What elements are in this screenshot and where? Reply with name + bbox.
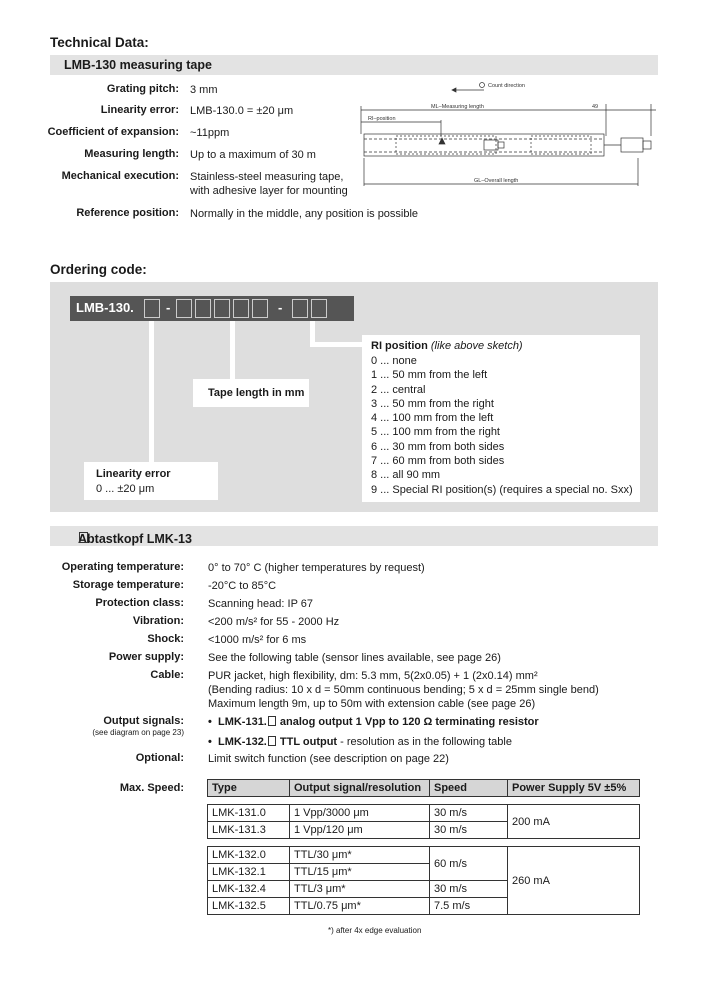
measuring-length-label: Measuring length: — [84, 148, 179, 160]
linearity-error-value: LMB-130.0 = ±20 μm — [190, 105, 294, 117]
op-temp-label: Operating temperature: — [61, 561, 184, 573]
linearity-box — [84, 462, 218, 500]
expansion-label: Coefficient of expansion: — [47, 126, 179, 138]
ri-option: 8 ... all 90 mm — [371, 469, 441, 482]
ri-option: 4 ... 100 mm from the left — [371, 412, 494, 425]
cell-signal: TTL/15 μm* — [290, 864, 430, 881]
technical-heading: Technical Data: — [50, 35, 149, 50]
cell-type: LMK-132.1 — [208, 864, 290, 881]
ri-position-box — [362, 335, 640, 502]
ml-label: ML–Measuring length — [431, 104, 484, 110]
code-box-ri-2 — [311, 299, 327, 318]
header-type: Type — [208, 780, 290, 797]
cell-type: LMK-131.3 — [208, 822, 290, 839]
output-1-text: analog output 1 Vpp to 120 Ω terminating resistor — [279, 716, 539, 728]
cell-speed: 30 m/s — [430, 822, 508, 839]
order-code-bar — [70, 296, 354, 321]
code-box-length-4 — [233, 299, 249, 318]
header-supply: Power Supply 5V ±5% — [508, 780, 640, 797]
ri-box-title: RI position — [371, 340, 428, 352]
shock-label: Shock: — [147, 633, 184, 645]
table-row — [208, 847, 640, 864]
cell-supply-260: 260 mA — [508, 847, 640, 915]
output-2-text: - resolution as in the following table — [337, 736, 512, 748]
mechanical-value: Stainless-steel measuring tape, — [190, 171, 344, 183]
gl-label: GL–Overall length — [474, 178, 519, 184]
storage-temp-label: Storage temperature: — [72, 579, 184, 591]
count-direction-label: Count direction — [488, 83, 525, 89]
output-2-code: LMK-132. — [217, 736, 267, 748]
ri-option: 9 ... Special RI position(s) (requires a special no. Sxx) — [371, 483, 633, 496]
linearity-box-title: Linearity error — [96, 468, 171, 480]
shock-value: <1000 m/s² for 6 ms — [208, 634, 307, 646]
linearity-error-label: Linearity error: — [100, 104, 179, 116]
optional-label: Optional: — [135, 752, 184, 764]
grating-pitch-value: 3 mm — [190, 84, 218, 96]
output-2-ttl: TTL output — [279, 736, 338, 748]
cell-type: LMK-131.0 — [208, 805, 290, 822]
header-signal: Output signal/resolution — [290, 780, 430, 797]
output-signals-note: (see diagram on page 23) — [92, 728, 184, 737]
tape-sketch — [356, 74, 662, 192]
order-code-prefix: LMB-130. — [76, 300, 134, 315]
cable-line-3: Maximum length 9m, up to 50m with extension cable (see page 26) — [208, 698, 536, 710]
dim-49-label: 49 — [592, 104, 599, 110]
cell-supply-200: 200 mA — [508, 805, 640, 839]
output-1-code: LMK-131. — [217, 716, 267, 728]
tape-section-title: LMB-130 measuring tape — [64, 58, 212, 72]
code-dash-2: - — [278, 300, 283, 315]
placeholder-box-icon — [79, 532, 88, 543]
ri-option: 3 ... 50 mm from the right — [371, 397, 494, 410]
measuring-length-value: Up to a maximum of 30 m — [190, 149, 316, 161]
cell-type: LMK-132.5 — [208, 898, 290, 915]
tape-section-bar — [50, 55, 658, 75]
reference-value: Normally in the middle, any position is possible — [190, 208, 419, 220]
cell-signal: TTL/3 μm* — [290, 881, 430, 898]
protection-value: Scanning head: IP 67 — [208, 598, 313, 610]
output-2: • LMK-132. TTL output - resolution as in the following table — [208, 736, 512, 748]
table-header-row — [208, 780, 640, 797]
vibration-label: Vibration: — [132, 615, 184, 627]
head-section-bar: Abtastkopf LMK-13 — [50, 526, 658, 546]
cell-type: LMK-132.4 — [208, 881, 290, 898]
tape-length-label: Tape length in mm — [208, 387, 305, 399]
tape-length-box — [193, 379, 309, 407]
ri-option: 0 ... none — [371, 355, 417, 367]
connector-linearity — [149, 321, 154, 466]
cell-type: LMK-132.0 — [208, 847, 290, 864]
max-speed-label: Max. Speed: — [119, 782, 184, 794]
cell-speed-30: 30 m/s — [430, 881, 508, 898]
cell-signal: 1 Vpp/120 μm — [290, 822, 430, 839]
vibration-value: <200 m/s² for 55 - 2000 Hz — [208, 616, 340, 628]
table-row — [208, 805, 640, 822]
code-box-ri-1 — [292, 299, 308, 318]
cable-line-2: (Bending radius: 10 x d = 50mm continuous bending; 5 x d = 25mm single bend) — [208, 684, 599, 696]
cell-speed: 30 m/s — [430, 805, 508, 822]
cell-signal: TTL/0.75 μm* — [290, 898, 430, 915]
storage-temp-value: -20°C to 85°C — [208, 580, 277, 592]
ordering-heading: Ordering code: — [50, 262, 147, 277]
expansion-value: ~11ppm — [190, 127, 230, 139]
cable-label: Cable: — [150, 669, 184, 681]
code-box-length-3 — [214, 299, 230, 318]
mechanical-label: Mechanical execution: — [61, 170, 179, 182]
code-box-length-5 — [252, 299, 268, 318]
table-footnote: *) after 4x edge evaluation — [328, 926, 422, 935]
power-supply-value: See the following table (sensor lines available, see page 26) — [208, 652, 501, 664]
power-supply-label: Power supply: — [108, 651, 184, 663]
code-box-length-2 — [195, 299, 211, 318]
cell-signal: 1 Vpp/3000 μm — [290, 805, 430, 822]
protection-label: Protection class: — [95, 597, 184, 609]
ri-option: 6 ... 30 mm from both sides — [371, 440, 505, 453]
ri-option: 7 ... 60 mm from both sides — [371, 455, 505, 468]
code-box-linearity — [144, 299, 160, 318]
ri-option: 1 ... 50 mm from the left — [371, 369, 488, 382]
cell-signal: TTL/30 μm* — [290, 847, 430, 864]
optional-value: Limit switch function (see description on page 22) — [208, 753, 449, 765]
mechanical-value-2: with adhesive layer for mounting — [190, 185, 348, 197]
linearity-box-value: 0 ... ±20 μm — [96, 483, 155, 495]
ri-position-label: RI–position — [368, 116, 396, 122]
connector-length — [230, 321, 235, 379]
placeholder-box-icon — [268, 716, 276, 726]
op-temp-value: 0° to 70° C (higher temperatures by request) — [208, 562, 425, 574]
cell-speed-7-5: 7.5 m/s — [430, 898, 508, 915]
code-dash-1: - — [166, 300, 171, 315]
ri-option: 5 ... 100 mm from the right — [371, 426, 500, 439]
output-1: • LMK-131. analog output 1 Vpp to 120 Ω terminating resistor — [208, 716, 539, 728]
cable-line-1: PUR jacket, high flexibility, dm: 5.3 mm, 5(2x0.05) + 1 (2x0.14) mm² — [208, 670, 538, 682]
speed-table — [207, 779, 640, 915]
output-signals-label: Output signals: — [103, 715, 184, 727]
reference-label: Reference position: — [76, 207, 179, 219]
code-box-length-1 — [176, 299, 192, 318]
placeholder-box-icon — [268, 736, 276, 746]
ri-box-note: (like above sketch) — [430, 340, 523, 352]
connector-ri-horizontal — [310, 342, 362, 347]
grating-pitch-label: Grating pitch: — [106, 83, 179, 95]
ri-option: 2 ... central — [371, 383, 426, 396]
cell-speed-60: 60 m/s — [430, 847, 508, 881]
ri-options-list — [371, 354, 633, 497]
header-speed: Speed — [430, 780, 508, 797]
